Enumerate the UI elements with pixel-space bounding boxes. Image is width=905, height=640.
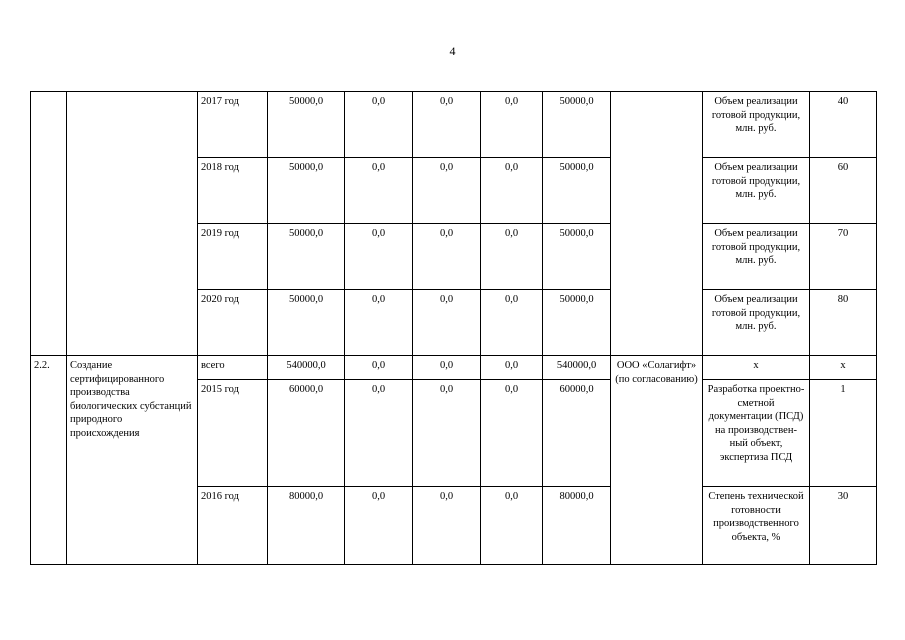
total-cell: 60000,0 [268, 380, 345, 487]
num-cell-empty [31, 92, 67, 356]
section-title: Создание сертифицированного производства биологических субстанций природного происхождения [67, 356, 198, 565]
fund-cell: 0,0 [481, 158, 543, 224]
fund-cell: 0,0 [345, 92, 413, 158]
fund-cell: 0,0 [481, 290, 543, 356]
indicator-cell: Объем реализации готовой продукции, млн. руб. [703, 224, 810, 290]
value-cell: 60 [810, 158, 877, 224]
program-table [30, 91, 877, 565]
fund-cell: 50000,0 [543, 158, 611, 224]
year-cell: 2018 год [198, 158, 268, 224]
indicator-cell: Объем реализации готовой продукции, млн. руб. [703, 290, 810, 356]
year-cell: всего [198, 356, 268, 380]
executor-cell: ООО «Солагифт» (по согласованию) [611, 356, 703, 565]
year-cell: 2017 год [198, 92, 268, 158]
fund-cell: 0,0 [345, 158, 413, 224]
fund-cell: 0,0 [413, 380, 481, 487]
executor-cell-empty [611, 92, 703, 356]
fund-cell: 0,0 [413, 356, 481, 380]
fund-cell: 0,0 [481, 224, 543, 290]
year-cell: 2015 год [198, 380, 268, 487]
indicator-cell: Объем реализации готовой продукции, млн. руб. [703, 158, 810, 224]
fund-cell: 0,0 [481, 92, 543, 158]
total-cell: 50000,0 [268, 158, 345, 224]
fund-cell: 0,0 [481, 380, 543, 487]
year-cell: 2016 год [198, 487, 268, 565]
fund-cell: 60000,0 [543, 380, 611, 487]
indicator-cell: Разработка проектно-сметной документации (ПСД) на производствен-ный объект, экспертиза ПСД [703, 380, 810, 487]
total-cell: 50000,0 [268, 290, 345, 356]
indicator-cell: Степень технической готовности производственного объекта, % [703, 487, 810, 565]
fund-cell: 50000,0 [543, 92, 611, 158]
section-number: 2.2. [31, 356, 67, 565]
fund-cell: 0,0 [413, 290, 481, 356]
fund-cell: 0,0 [345, 356, 413, 380]
fund-cell: 0,0 [345, 487, 413, 565]
fund-cell: 0,0 [413, 158, 481, 224]
fund-cell: 50000,0 [543, 224, 611, 290]
page-number: 4 [449, 44, 456, 58]
total-cell: 80000,0 [268, 487, 345, 565]
fund-cell: 0,0 [413, 224, 481, 290]
fund-cell: 0,0 [413, 487, 481, 565]
value-cell: 40 [810, 92, 877, 158]
fund-cell: 50000,0 [543, 290, 611, 356]
value-cell: 80 [810, 290, 877, 356]
fund-cell: 0,0 [345, 380, 413, 487]
total-cell: 50000,0 [268, 92, 345, 158]
value-cell: 1 [810, 380, 877, 487]
fund-cell: 0,0 [481, 487, 543, 565]
year-cell: 2019 год [198, 224, 268, 290]
value-cell: 30 [810, 487, 877, 565]
value-cell: 70 [810, 224, 877, 290]
value-cell: х [810, 356, 877, 380]
fund-cell: 0,0 [345, 290, 413, 356]
indicator-cell: Объем реализации готовой продукции, млн. руб. [703, 92, 810, 158]
table-row [31, 356, 877, 380]
year-cell: 2020 год [198, 290, 268, 356]
total-cell: 540000,0 [268, 356, 345, 380]
fund-cell: 0,0 [481, 356, 543, 380]
table-row [31, 92, 877, 158]
fund-cell: 0,0 [345, 224, 413, 290]
total-cell: 50000,0 [268, 224, 345, 290]
indicator-cell: х [703, 356, 810, 380]
fund-cell: 540000,0 [543, 356, 611, 380]
fund-cell: 0,0 [413, 92, 481, 158]
name-cell-empty [67, 92, 198, 356]
fund-cell: 80000,0 [543, 487, 611, 565]
